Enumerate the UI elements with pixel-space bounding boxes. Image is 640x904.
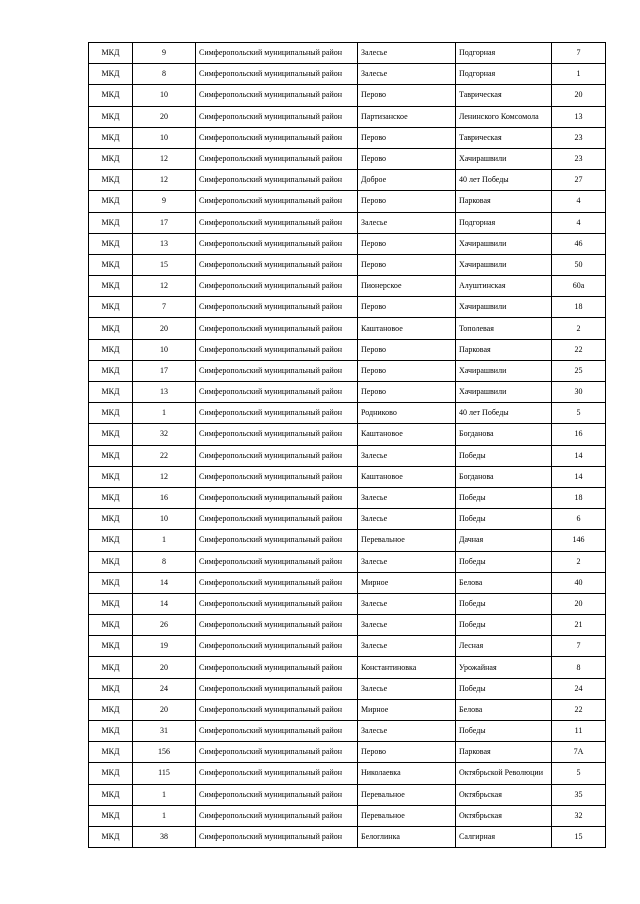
settlement-cell: Перово: [358, 148, 456, 169]
count-cell: 14: [133, 593, 196, 614]
house-number-cell: 21: [552, 615, 606, 636]
building-type-cell: МКД: [89, 826, 133, 847]
house-number-cell: 23: [552, 148, 606, 169]
table-row: [89, 297, 606, 318]
house-number-cell: 20: [552, 593, 606, 614]
count-cell: 8: [133, 64, 196, 85]
housing-table: [88, 42, 606, 848]
house-number-cell: 46: [552, 233, 606, 254]
street-cell: Победы: [456, 721, 552, 742]
district-cell: Симферопольский муниципальный район: [196, 615, 358, 636]
district-cell: Симферопольский муниципальный район: [196, 657, 358, 678]
building-type-cell: МКД: [89, 127, 133, 148]
street-cell: Алуштинская: [456, 276, 552, 297]
district-cell: Симферопольский муниципальный район: [196, 551, 358, 572]
house-number-cell: 8: [552, 657, 606, 678]
count-cell: 12: [133, 170, 196, 191]
house-number-cell: 23: [552, 127, 606, 148]
table-row: [89, 636, 606, 657]
count-cell: 20: [133, 106, 196, 127]
district-cell: Симферопольский муниципальный район: [196, 276, 358, 297]
street-cell: Подгорная: [456, 43, 552, 64]
settlement-cell: Константиновка: [358, 657, 456, 678]
table-row: [89, 64, 606, 85]
house-number-cell: 6: [552, 509, 606, 530]
house-number-cell: 22: [552, 699, 606, 720]
street-cell: Хачирашвили: [456, 148, 552, 169]
district-cell: Симферопольский муниципальный район: [196, 191, 358, 212]
street-cell: Победы: [456, 509, 552, 530]
building-type-cell: МКД: [89, 43, 133, 64]
table-row: [89, 572, 606, 593]
house-number-cell: 50: [552, 254, 606, 275]
street-cell: Хачирашвили: [456, 254, 552, 275]
district-cell: Симферопольский муниципальный район: [196, 318, 358, 339]
house-number-cell: 14: [552, 466, 606, 487]
count-cell: 32: [133, 424, 196, 445]
settlement-cell: Пионерское: [358, 276, 456, 297]
count-cell: 10: [133, 339, 196, 360]
district-cell: Симферопольский муниципальный район: [196, 85, 358, 106]
district-cell: Симферопольский муниципальный район: [196, 297, 358, 318]
street-cell: Дачная: [456, 530, 552, 551]
table-row: [89, 424, 606, 445]
street-cell: Парковая: [456, 339, 552, 360]
table-row: [89, 530, 606, 551]
settlement-cell: Перово: [358, 360, 456, 381]
count-cell: 17: [133, 212, 196, 233]
building-type-cell: МКД: [89, 657, 133, 678]
settlement-cell: Залесье: [358, 445, 456, 466]
district-cell: Симферопольский муниципальный район: [196, 233, 358, 254]
building-type-cell: МКД: [89, 742, 133, 763]
building-type-cell: МКД: [89, 551, 133, 572]
building-type-cell: МКД: [89, 254, 133, 275]
count-cell: 7: [133, 297, 196, 318]
settlement-cell: Залесье: [358, 615, 456, 636]
street-cell: Ленинского Комсомола: [456, 106, 552, 127]
table-row: [89, 148, 606, 169]
house-number-cell: 14: [552, 445, 606, 466]
building-type-cell: МКД: [89, 360, 133, 381]
count-cell: 10: [133, 127, 196, 148]
table-row: [89, 212, 606, 233]
count-cell: 14: [133, 572, 196, 593]
district-cell: Симферопольский муниципальный район: [196, 64, 358, 85]
table-row: [89, 678, 606, 699]
district-cell: Симферопольский муниципальный район: [196, 106, 358, 127]
table-row: [89, 85, 606, 106]
building-type-cell: МКД: [89, 212, 133, 233]
street-cell: Урожайная: [456, 657, 552, 678]
settlement-cell: Перово: [358, 339, 456, 360]
table-row: [89, 551, 606, 572]
count-cell: 12: [133, 276, 196, 297]
count-cell: 38: [133, 826, 196, 847]
house-number-cell: 7: [552, 43, 606, 64]
settlement-cell: Залесье: [358, 593, 456, 614]
street-cell: Октябрьская: [456, 784, 552, 805]
building-type-cell: МКД: [89, 424, 133, 445]
building-type-cell: МКД: [89, 170, 133, 191]
count-cell: 156: [133, 742, 196, 763]
count-cell: 13: [133, 382, 196, 403]
settlement-cell: Мирное: [358, 572, 456, 593]
building-type-cell: МКД: [89, 509, 133, 530]
district-cell: Симферопольский муниципальный район: [196, 487, 358, 508]
street-cell: Парковая: [456, 742, 552, 763]
house-number-cell: 5: [552, 763, 606, 784]
house-number-cell: 2: [552, 318, 606, 339]
street-cell: Победы: [456, 551, 552, 572]
street-cell: Белова: [456, 699, 552, 720]
district-cell: Симферопольский муниципальный район: [196, 509, 358, 530]
table-row: [89, 318, 606, 339]
table-row: [89, 742, 606, 763]
settlement-cell: Каштановое: [358, 424, 456, 445]
table-body: [89, 43, 606, 848]
table-row: [89, 360, 606, 381]
street-cell: Победы: [456, 615, 552, 636]
street-cell: 40 лет Победы: [456, 403, 552, 424]
district-cell: Симферопольский муниципальный район: [196, 805, 358, 826]
house-number-cell: 22: [552, 339, 606, 360]
street-cell: Богданова: [456, 466, 552, 487]
settlement-cell: Перово: [358, 191, 456, 212]
settlement-cell: Мирное: [358, 699, 456, 720]
count-cell: 17: [133, 360, 196, 381]
building-type-cell: МКД: [89, 699, 133, 720]
house-number-cell: 27: [552, 170, 606, 191]
building-type-cell: МКД: [89, 615, 133, 636]
count-cell: 13: [133, 233, 196, 254]
settlement-cell: Перевальное: [358, 805, 456, 826]
street-cell: Салгирная: [456, 826, 552, 847]
settlement-cell: Николаевка: [358, 763, 456, 784]
house-number-cell: 18: [552, 297, 606, 318]
house-number-cell: 1: [552, 64, 606, 85]
table-row: [89, 276, 606, 297]
count-cell: 24: [133, 678, 196, 699]
street-cell: Белова: [456, 572, 552, 593]
street-cell: Тополевая: [456, 318, 552, 339]
building-type-cell: МКД: [89, 339, 133, 360]
settlement-cell: Родниково: [358, 403, 456, 424]
building-type-cell: МКД: [89, 530, 133, 551]
table-row: [89, 106, 606, 127]
table-row: [89, 170, 606, 191]
count-cell: 20: [133, 699, 196, 720]
building-type-cell: МКД: [89, 106, 133, 127]
street-cell: Подгорная: [456, 64, 552, 85]
count-cell: 12: [133, 148, 196, 169]
street-cell: Победы: [456, 445, 552, 466]
settlement-cell: Залесье: [358, 212, 456, 233]
building-type-cell: МКД: [89, 382, 133, 403]
building-type-cell: МКД: [89, 233, 133, 254]
building-type-cell: МКД: [89, 403, 133, 424]
table-row: [89, 657, 606, 678]
count-cell: 10: [133, 85, 196, 106]
count-cell: 20: [133, 657, 196, 678]
house-number-cell: 25: [552, 360, 606, 381]
building-type-cell: МКД: [89, 148, 133, 169]
house-number-cell: 16: [552, 424, 606, 445]
house-number-cell: 7А: [552, 742, 606, 763]
house-number-cell: 60а: [552, 276, 606, 297]
table-row: [89, 43, 606, 64]
district-cell: Симферопольский муниципальный район: [196, 170, 358, 191]
house-number-cell: 4: [552, 191, 606, 212]
district-cell: Симферопольский муниципальный район: [196, 445, 358, 466]
count-cell: 115: [133, 763, 196, 784]
settlement-cell: Залесье: [358, 64, 456, 85]
street-cell: Победы: [456, 593, 552, 614]
table-row: [89, 805, 606, 826]
count-cell: 1: [133, 403, 196, 424]
table-row: [89, 403, 606, 424]
street-cell: Хачирашвили: [456, 382, 552, 403]
table-row: [89, 784, 606, 805]
building-type-cell: МКД: [89, 593, 133, 614]
building-type-cell: МКД: [89, 805, 133, 826]
settlement-cell: Залесье: [358, 678, 456, 699]
district-cell: Симферопольский муниципальный район: [196, 699, 358, 720]
house-number-cell: 146: [552, 530, 606, 551]
table-row: [89, 233, 606, 254]
settlement-cell: Перевальное: [358, 530, 456, 551]
settlement-cell: Залесье: [358, 636, 456, 657]
building-type-cell: МКД: [89, 445, 133, 466]
table-row: [89, 191, 606, 212]
table-row: [89, 466, 606, 487]
count-cell: 8: [133, 551, 196, 572]
count-cell: 9: [133, 43, 196, 64]
building-type-cell: МКД: [89, 85, 133, 106]
house-number-cell: 24: [552, 678, 606, 699]
count-cell: 19: [133, 636, 196, 657]
district-cell: Симферопольский муниципальный район: [196, 636, 358, 657]
street-cell: Таврическая: [456, 127, 552, 148]
table-row: [89, 699, 606, 720]
house-number-cell: 2: [552, 551, 606, 572]
settlement-cell: Перово: [358, 382, 456, 403]
house-number-cell: 13: [552, 106, 606, 127]
street-cell: Парковая: [456, 191, 552, 212]
street-cell: Хачирашвили: [456, 233, 552, 254]
count-cell: 20: [133, 318, 196, 339]
settlement-cell: Залесье: [358, 509, 456, 530]
table-row: [89, 127, 606, 148]
district-cell: Симферопольский муниципальный район: [196, 254, 358, 275]
house-number-cell: 40: [552, 572, 606, 593]
street-cell: Хачирашвили: [456, 297, 552, 318]
house-number-cell: 32: [552, 805, 606, 826]
district-cell: Симферопольский муниципальный район: [196, 826, 358, 847]
house-number-cell: 30: [552, 382, 606, 403]
table-row: [89, 509, 606, 530]
count-cell: 26: [133, 615, 196, 636]
table-row: [89, 826, 606, 847]
settlement-cell: Доброе: [358, 170, 456, 191]
house-number-cell: 11: [552, 721, 606, 742]
street-cell: Хачирашвили: [456, 360, 552, 381]
building-type-cell: МКД: [89, 276, 133, 297]
building-type-cell: МКД: [89, 763, 133, 784]
district-cell: Симферопольский муниципальный район: [196, 339, 358, 360]
settlement-cell: Партизанское: [358, 106, 456, 127]
count-cell: 16: [133, 487, 196, 508]
settlement-cell: Залесье: [358, 487, 456, 508]
settlement-cell: Перово: [358, 742, 456, 763]
settlement-cell: Залесье: [358, 551, 456, 572]
district-cell: Симферопольский муниципальный район: [196, 466, 358, 487]
street-cell: Лесная: [456, 636, 552, 657]
settlement-cell: Перово: [358, 254, 456, 275]
count-cell: 10: [133, 509, 196, 530]
district-cell: Симферопольский муниципальный район: [196, 127, 358, 148]
building-type-cell: МКД: [89, 466, 133, 487]
settlement-cell: Перово: [358, 233, 456, 254]
settlement-cell: Каштановое: [358, 318, 456, 339]
street-cell: Октябрьская: [456, 805, 552, 826]
district-cell: Симферопольский муниципальный район: [196, 784, 358, 805]
district-cell: Симферопольский муниципальный район: [196, 212, 358, 233]
street-cell: Таврическая: [456, 85, 552, 106]
district-cell: Симферопольский муниципальный район: [196, 382, 358, 403]
district-cell: Симферопольский муниципальный район: [196, 763, 358, 784]
table-row: [89, 445, 606, 466]
table-row: [89, 487, 606, 508]
district-cell: Симферопольский муниципальный район: [196, 721, 358, 742]
settlement-cell: Перово: [358, 127, 456, 148]
settlement-cell: Белоглинка: [358, 826, 456, 847]
count-cell: 1: [133, 530, 196, 551]
street-cell: Подгорная: [456, 212, 552, 233]
house-number-cell: 35: [552, 784, 606, 805]
building-type-cell: МКД: [89, 318, 133, 339]
building-type-cell: МКД: [89, 64, 133, 85]
building-type-cell: МКД: [89, 191, 133, 212]
district-cell: Симферопольский муниципальный район: [196, 43, 358, 64]
count-cell: 9: [133, 191, 196, 212]
street-cell: Богданова: [456, 424, 552, 445]
house-number-cell: 15: [552, 826, 606, 847]
settlement-cell: Каштановое: [358, 466, 456, 487]
table-row: [89, 615, 606, 636]
house-number-cell: 4: [552, 212, 606, 233]
building-type-cell: МКД: [89, 721, 133, 742]
building-type-cell: МКД: [89, 678, 133, 699]
count-cell: 1: [133, 805, 196, 826]
street-cell: Победы: [456, 678, 552, 699]
house-number-cell: 18: [552, 487, 606, 508]
house-number-cell: 5: [552, 403, 606, 424]
building-type-cell: МКД: [89, 784, 133, 805]
building-type-cell: МКД: [89, 572, 133, 593]
count-cell: 12: [133, 466, 196, 487]
building-type-cell: МКД: [89, 636, 133, 657]
count-cell: 15: [133, 254, 196, 275]
count-cell: 22: [133, 445, 196, 466]
house-number-cell: 20: [552, 85, 606, 106]
district-cell: Симферопольский муниципальный район: [196, 148, 358, 169]
district-cell: Симферопольский муниципальный район: [196, 678, 358, 699]
table-row: [89, 721, 606, 742]
count-cell: 31: [133, 721, 196, 742]
table-row: [89, 763, 606, 784]
building-type-cell: МКД: [89, 297, 133, 318]
count-cell: 1: [133, 784, 196, 805]
street-cell: Октябрьской Революции: [456, 763, 552, 784]
table-row: [89, 339, 606, 360]
table-row: [89, 254, 606, 275]
settlement-cell: Перово: [358, 85, 456, 106]
district-cell: Симферопольский муниципальный район: [196, 424, 358, 445]
settlement-cell: Перевальное: [358, 784, 456, 805]
district-cell: Симферопольский муниципальный район: [196, 403, 358, 424]
house-number-cell: 7: [552, 636, 606, 657]
settlement-cell: Залесье: [358, 43, 456, 64]
document-page: [88, 42, 605, 848]
street-cell: 40 лет Победы: [456, 170, 552, 191]
table-row: [89, 382, 606, 403]
building-type-cell: МКД: [89, 487, 133, 508]
settlement-cell: Залесье: [358, 721, 456, 742]
district-cell: Симферопольский муниципальный район: [196, 360, 358, 381]
street-cell: Победы: [456, 487, 552, 508]
district-cell: Симферопольский муниципальный район: [196, 593, 358, 614]
table-row: [89, 593, 606, 614]
district-cell: Симферопольский муниципальный район: [196, 742, 358, 763]
district-cell: Симферопольский муниципальный район: [196, 530, 358, 551]
settlement-cell: Перово: [358, 297, 456, 318]
district-cell: Симферопольский муниципальный район: [196, 572, 358, 593]
